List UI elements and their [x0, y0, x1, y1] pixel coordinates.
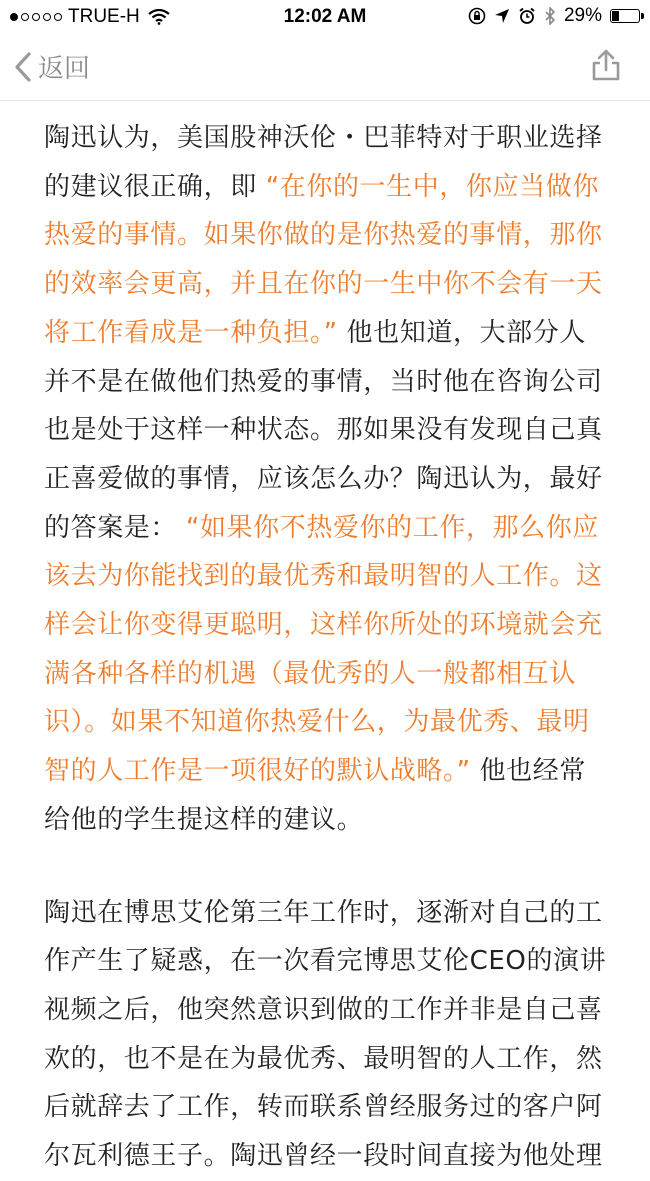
- back-label: 返回: [38, 54, 91, 84]
- article-body: [44, 114, 612, 1181]
- back-button[interactable]: [14, 48, 90, 85]
- article-paragraph: [44, 114, 612, 845]
- bluetooth-icon: [544, 7, 556, 25]
- share-icon: [590, 48, 622, 82]
- article-paragraph: 陶迅在博思艾伦第三年工作时，逐渐对自己的工作产生了疑惑，在一次看完博思艾伦CEO的演讲视频之后，他突然意识到做的工作并非是自己喜欢的，也不是在为最优秀、最明智的人工作，然后就辞去了工作，转而联系曾经服务过的客户阿尔瓦利德王子。陶迅曾经一段时间直接为他处理: [44, 897, 607, 1172]
- battery-percent: 29%: [563, 5, 602, 26]
- share-button[interactable]: [590, 48, 622, 86]
- paragraph-text: 陶迅认为，美国股神沃伦・巴菲特对于职业选择的建议很正确，即: [44, 123, 603, 202]
- highlighted-quote: “在你的一生中，你应当做你热爱的事情。如果你做的是你热爱的事情，那你的效率会更高，并且在你的一生中你不会有一天将工作看成是一种负担。”: [44, 171, 603, 348]
- status-bar: [0, 0, 650, 34]
- highlighted-quote: “如果你不热爱你的工作，那么你应该去为你能找到的最优秀和最明智的人工作。这样会让你变得更聪明，这样你所处的环境就会充满各种各样的机遇（最优秀的人一般都相互认识）。如果不知道你热爱什么，为最优秀、最明智的人工作是一项很好的默认战略。”: [44, 512, 603, 787]
- chevron-left-icon: [14, 51, 32, 83]
- status-icons: [468, 5, 640, 27]
- location-icon: [494, 8, 510, 24]
- carrier-name: TRUE-H: [68, 6, 140, 27]
- paragraph-text: 他也经常给他的学生提这样的建议。: [44, 756, 586, 835]
- battery-icon: [610, 9, 640, 23]
- alarm-icon: [518, 7, 536, 25]
- orientation-lock-icon: [468, 7, 486, 25]
- paragraph-text: 他也知道，大部分人并不是在做他们热爱的事情，当时他在咨询公司也是处于这样一种状态。那如果没有发现自己真正喜爱做的事情，应该怎么办？陶迅认为，最好的答案是：: [44, 317, 603, 543]
- navigation-bar: [0, 34, 650, 101]
- clock: 12:02 AM: [283, 6, 367, 27]
